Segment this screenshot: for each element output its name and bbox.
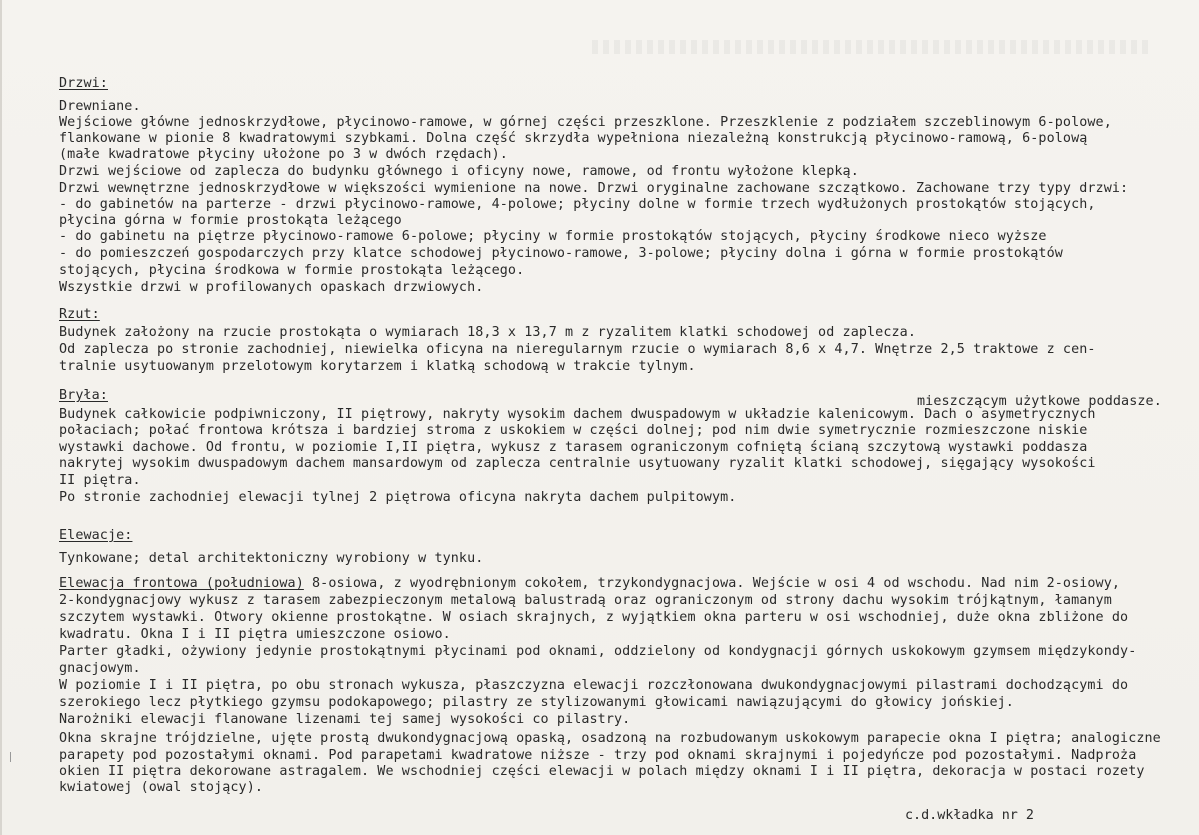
drzwi-line: stojących, płycina środkowa w formie prostokąta leżącego.: [59, 263, 525, 278]
elewacje-line: Narożniki elewacji flanowane lizenami tej samej wysokości co pilastry.: [59, 712, 631, 727]
faint-bleedthrough-text: [592, 40, 1152, 54]
rzut-line: Budynek założony na rzucie prostokąta o wymiarach 18,3 x 13,7 m z ryzalitem klatki schodowej od zaplecza.: [59, 325, 916, 340]
margin-mark: [10, 752, 15, 762]
drzwi-line: Drzwi wejściowe od zaplecza do budynku głównego i oficyny nowe, ramowe, od frontu wyłożone klepką.: [59, 164, 859, 179]
drzwi-line: Drewniane.: [59, 99, 141, 114]
elewacje-line: Parter gładki, ożywiony jedynie prostokątnymi płycinami pod oknami, oddzielony od kondygnacji górnych uskokowym gzymsem międzykondy-: [59, 644, 1137, 659]
drzwi-line: - do gabinetu na piętrze płycinowo-ramowe 6-polowe; płyciny w formie prostokątów stojących, płyciny środkowe nieco wyższe: [59, 229, 1047, 244]
bryla-line: II piętra.: [59, 473, 141, 488]
heading-rzut: Rzut:: [59, 307, 100, 322]
elewacje-intro: Tynkowane; detal architektoniczny wyrobiony w tynku.: [59, 551, 484, 566]
elewacje-line: W poziomie I i II piętra, po obu stronach wykusza, płaszczyzna elewacji rozczłonowana dwukondygnacjowymi pilastrami dochodzącymi do: [59, 678, 1129, 693]
bryla-line: Budynek całkowicie podpiwniczony, II piętrowy, nakryty wysokim dachem dwuspadowym w układzie kalenicowym. Dach o asymetrycznych: [59, 407, 1096, 422]
continuation-note: c.d.wkładka nr 2: [905, 808, 1034, 823]
rzut-line: tralnie usytuowanym przelotowym korytarzem i klatką schodową w trakcie tylnym.: [59, 359, 696, 374]
bryla-line: połaciach; połać frontowa krótsza i bardziej stroma z uskokiem w części dolnej; pod nim dwie symetrycznie rozmieszczone niskie: [59, 423, 1088, 438]
heading-drzwi: Drzwi:: [59, 76, 108, 91]
heading-bryla: Bryła:: [59, 388, 108, 403]
drzwi-line: Wejściowe główne jednoskrzydłowe, płycinowo-ramowe, w górnej części przeszklone. Przeszklenie z podziałem szczeblinowym 6-polowe,: [59, 115, 1112, 130]
elewacja-frontowa-label: Elewacja frontowa (południowa): [59, 576, 304, 591]
elewacje-line: 2-kondygnacjowy wykusz z tarasem zabezpieczonym metalową balustradą oraz ograniczonym od strony dachu wysokim trójkątnym, łamanym: [59, 593, 1112, 608]
bryla-line: nakrytej wysokim dwuspadowym dachem mansardowym od zaplecza centralnie usytuowany ryzalit klatki schodowej, sięgający wysokości: [59, 456, 1096, 471]
drzwi-line: Drzwi wewnętrzne jednoskrzydłowe w większości wymienione na nowe. Drzwi oryginalne zachowane szczątkowo. Zachowane trzy typy drzwi:: [59, 181, 1129, 196]
drzwi-line: flankowane w pionie 8 kwadratowymi szybkami. Dolna część skrzydła wypełniona niezależną konstrukcją płycinowo-ramową, 6-polową: [59, 131, 1088, 146]
bryla-line: wystawki dachowe. Od frontu, w poziomie I,II piętra, wykusz z tarasem ograniczonym cofniętą ścianą szczytową wystawki poddasza: [59, 440, 1088, 455]
drzwi-line: (małe kwadratowe płyciny ułożone po 3 w dwóch rzędach).: [59, 147, 508, 162]
drzwi-line: - do pomieszczeń gospodarczych przy klatce schodowej płycinowo-ramowe, 3-polowe; płyciny dolna i górna w formie prostokątów: [59, 246, 1063, 261]
elewacje-line: gnacjowym.: [59, 661, 141, 676]
elewacje-line: szczytem wystawki. Otwory okienne prostokątne. W osiach skrajnych, z wyjątkiem okna parteru w osi wschodniej, duże okna zbliżone do: [59, 610, 1129, 625]
heading-elewacje: Elewacje:: [59, 528, 133, 543]
rzut-line: Od zaplecza po stronie zachodniej, niewielka oficyna na nieregularnym rzucie o wymiarach 8,6 x 4,7. Wnętrze 2,5 traktowe z cen-: [59, 342, 1096, 357]
elewacja-frontowa-text: 8-osiowa, z wyodrębnionym cokołem, trzykondygnacjowa. Wejście w osi 4 od wschodu. Nad nim 2-osiowy,: [303, 576, 1121, 591]
drzwi-line: płycina górna w formie prostokąta leżącego: [59, 213, 402, 228]
elewacje-line: parapety pod pozostałymi oknami. Pod parapetami kwadratowe niższe - trzy pod oknami skrajnymi i pojedyńcze pod pozostałymi. Nadproża: [59, 748, 1137, 763]
drzwi-line: - do gabinetów na parterze - drzwi płycinowo-ramowe, 4-polowe; płyciny dolne w formie trzech wydłużonych prostokątów stojących,: [59, 197, 1096, 212]
elewacje-line: szerokiego lecz płytkiego gzymsu podokapowego; pilastry ze stylizowanymi głowicami nawiązującymi do głowicy jońskiej.: [59, 695, 1014, 710]
drzwi-line: Wszystkie drzwi w profilowanych opaskach drzwiowych.: [59, 280, 484, 295]
bryla-insert-note: mieszczącym użytkowe poddasze.: [917, 394, 1162, 409]
elewacja-frontowa-line: [59, 576, 1120, 592]
elewacje-line: kwiatowej (owal stojący).: [59, 780, 264, 795]
elewacje-line: okien II piętra dekorowane astragalem. We wschodniej części elewacji w polach między oknami I i II piętra, dekoracja w postaci rozety: [59, 764, 1145, 779]
elewacje-line: kwadratu. Okna I i II piętra umieszczone osiowo.: [59, 627, 451, 642]
bryla-line: Po stronie zachodniej elewacji tylnej 2 piętrowa oficyna nakryta dachem pulpitowym.: [59, 490, 737, 505]
elewacje-line: Okna skrajne trójdzielne, ujęte prostą dwukondygnacjową opaską, osadzoną na rozbudowanym uskokowym parapecie okna I piętra; analogiczne: [59, 731, 1161, 746]
